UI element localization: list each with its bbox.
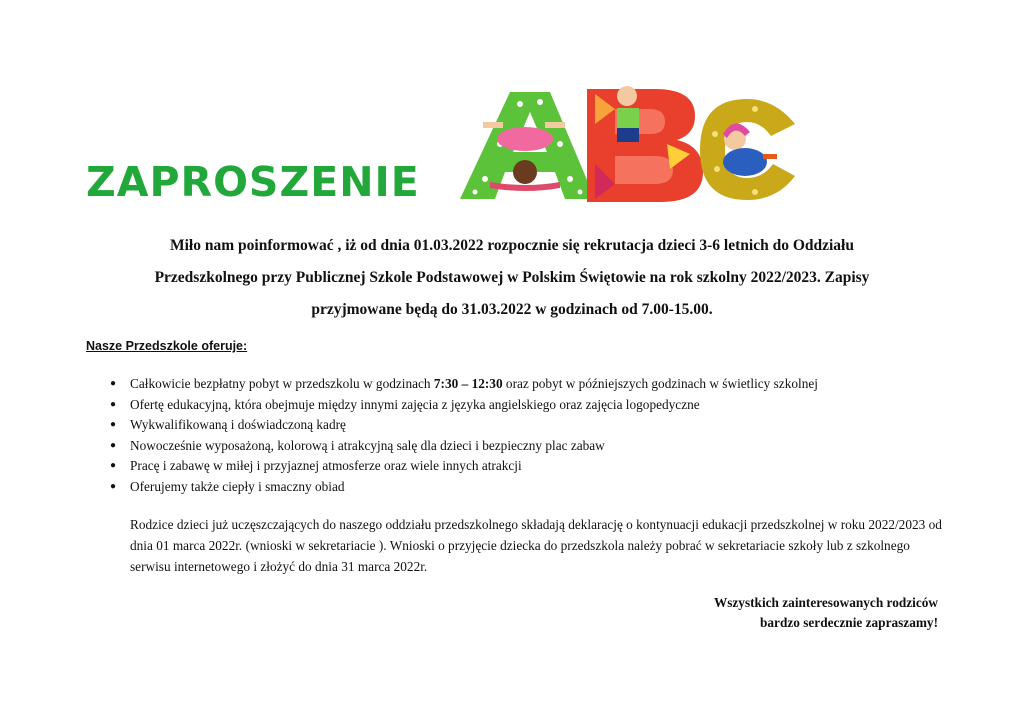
bullet-icon: ● (110, 480, 117, 492)
offer-text: Pracę i zabawę w miłej i przyjaznej atmosferze oraz wiele innych atrakcji (130, 458, 522, 473)
offer-text: Ofertę edukacyjną, która obejmuje między innymi zajęcia z języka angielskiego oraz zajęcia logopedyczne (130, 396, 700, 412)
letter-c-icon (700, 99, 795, 200)
letter-b-icon (587, 86, 703, 202)
list-item (110, 374, 818, 395)
bullet-icon: ● (110, 378, 117, 389)
bullet-icon: ● (110, 439, 117, 451)
offer-text: Nowocześnie wyposażoną, kolorową i atrakcyjną salę dla dzieci i bezpieczny plac zabaw (130, 437, 605, 453)
offers-list (110, 374, 818, 497)
page-title: ZAPROSZENIE (86, 158, 420, 206)
list-item (110, 395, 818, 416)
bullet-icon: ● (110, 419, 117, 430)
intro-line: przyjmowane będą do 31.03.2022 w godzinach od 7.00-15.00. (311, 301, 713, 318)
intro-announcement (80, 230, 944, 326)
letter-a-icon (460, 92, 595, 199)
offer-text: Wykwalifikowaną i doświadczoną kadrę (130, 417, 346, 432)
closing-line: Wszystkich zainteresowanych rodziców (713, 595, 938, 610)
list-item (110, 456, 818, 477)
closing-line: bardzo serdecznie zapraszamy! (760, 615, 938, 630)
list-item (110, 415, 818, 436)
offer-text: Oferujemy także ciepły i smaczny obiad (130, 478, 345, 494)
bullet-icon: ● (110, 460, 117, 471)
intro-line: Miło nam poinformować , iż od dnia 01.03.2022 rozpocznie się rekrutacja dzieci 3-6 letnich do Oddziału (170, 237, 854, 254)
abc-children-logo-icon (455, 84, 805, 204)
closing-signature (714, 593, 938, 633)
offers-heading: Nasze Przedszkole oferuje: (86, 339, 248, 353)
parents-paragraph: Rodzice dzieci już uczęszczających do naszego oddziału przedszkolnego składają deklarację o kontynuacji edukacji przedszkolnej w roku 2022/2023 od dnia 01 marca 2022r. (wnioski w sekretariacie ). Wnioski o przyjęcie dziecka do przedszkola należy pobrać w sekretariacie szkoły lub z szkolnego serwisu internetowego i złożyć do dnia 31 marca 2022r. (130, 517, 942, 574)
offer-hours: 7:30 – 12:30 (433, 376, 503, 391)
intro-line: Przedszkolnego przy Publicznej Szkole Podstawowej w Polskim Świętowie na rok szkolny 2022/2023. Zapisy (154, 269, 870, 286)
list-item (110, 477, 818, 498)
list-item (110, 436, 818, 457)
offer-text: oraz pobyt w późniejszych godzinach w świetlicy szkolnej (502, 376, 818, 391)
bullet-icon: ● (110, 398, 117, 410)
offer-text: Całkowicie bezpłatny pobyt w przedszkolu w godzinach (130, 376, 434, 391)
